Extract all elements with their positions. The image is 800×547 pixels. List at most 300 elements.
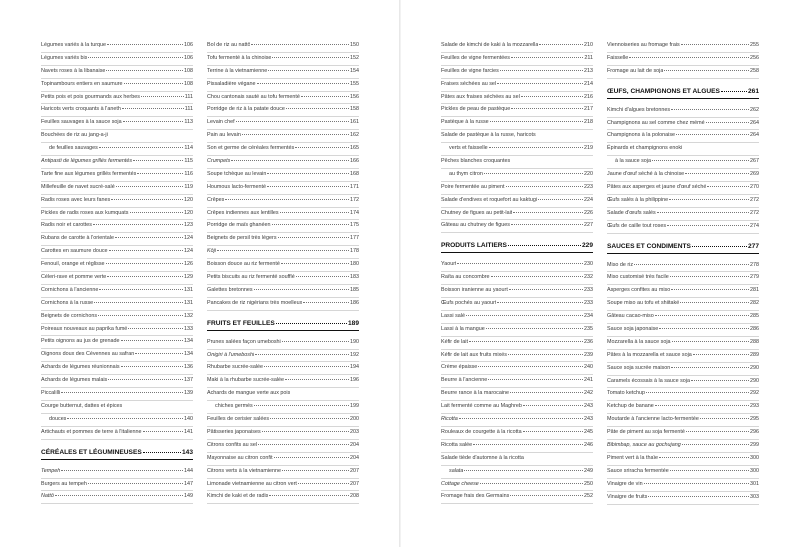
- dot-leader: [225, 199, 349, 200]
- dot-leader: [93, 224, 183, 225]
- toc-entry: [41, 349, 193, 362]
- page-number: 131: [184, 286, 193, 293]
- page-number: 119: [184, 183, 193, 190]
- page-number: 154: [350, 67, 359, 74]
- dot-leader: [510, 495, 583, 496]
- dot-leader: [285, 379, 349, 380]
- entry-title: Tomato ketchup: [607, 390, 646, 397]
- entry-title: SAUCES ET CONDIMENTS: [607, 242, 691, 250]
- dot-leader: [143, 431, 183, 432]
- dot-leader: [268, 70, 349, 71]
- dot-leader: [686, 431, 749, 432]
- page-number: 232: [584, 274, 593, 281]
- toc-entry: [607, 466, 759, 479]
- dot-leader: [655, 315, 749, 316]
- entry-title: Sauce soja sucrée maison: [607, 364, 671, 371]
- toc-entry: [207, 453, 359, 466]
- toc-entry: [441, 104, 593, 117]
- toc-entry: [207, 143, 359, 156]
- entry-title: Maki à la rhubarbe sucrée-salée: [207, 377, 285, 384]
- toc-entry: [607, 169, 759, 182]
- toc-entry: [441, 130, 593, 143]
- entry-title: Tarte fine aux légumes grillés fermentés: [41, 170, 137, 177]
- dot-leader: [629, 57, 749, 58]
- toc-entry: [441, 350, 593, 363]
- dot-leader: [634, 264, 749, 265]
- dot-leader: [122, 108, 184, 109]
- entry-title: Légumes variés bis: [41, 54, 88, 61]
- toc-entry: [607, 350, 759, 363]
- entry-title: de feuilles sauvages: [49, 145, 98, 152]
- dot-leader: [707, 186, 749, 187]
- dot-leader: [464, 470, 583, 471]
- dot-leader: [231, 160, 349, 161]
- toc-entry: [441, 414, 593, 427]
- dot-leader: [513, 212, 583, 213]
- toc-entry: [441, 401, 593, 414]
- dot-leader: [671, 367, 749, 368]
- page-number: 255: [750, 42, 759, 48]
- dot-leader: [469, 341, 583, 342]
- toc-entry: [207, 220, 359, 233]
- entry-title: Caramels écossais à la sauce soja: [607, 377, 690, 384]
- entry-title: Ketchup de banane: [607, 403, 654, 410]
- dot-leader: [706, 122, 749, 123]
- entry-title: Achards de légumes malais: [41, 377, 108, 384]
- page-number: 219: [584, 145, 593, 152]
- toc-entry-continuation: [441, 466, 593, 479]
- page-number: 234: [584, 312, 593, 319]
- toc-entry: [441, 440, 593, 453]
- toc-entry: [41, 66, 193, 79]
- entry-title: Salade de pastèque à la russe, haricots: [441, 132, 536, 139]
- dot-leader: [497, 302, 583, 303]
- entry-title: Oignons doux des Cévennes au safran: [41, 351, 135, 358]
- page-number: 290: [750, 364, 759, 371]
- toc-entry: [441, 427, 593, 440]
- page-number: 281: [750, 287, 759, 294]
- entry-title: Soupe tchèque au levain: [207, 170, 267, 177]
- entry-title: Porridge de maïs ghanéen: [207, 222, 271, 229]
- dot-leader: [655, 405, 749, 406]
- dot-leader: [121, 366, 183, 367]
- toc-entry: [441, 53, 593, 66]
- page-number: 303: [750, 493, 759, 500]
- page-number: 278: [750, 261, 759, 268]
- page-number: 152: [350, 54, 359, 61]
- page-number: 115: [184, 158, 193, 165]
- entry-title: Onigiri à l'umeboshi: [207, 351, 255, 358]
- toc-entry: [41, 169, 193, 182]
- dot-leader: [664, 70, 749, 71]
- toc-entry: [41, 208, 193, 221]
- entry-title: chiches germés: [215, 403, 253, 410]
- dot-leader: [459, 418, 583, 419]
- dot-leader: [473, 444, 583, 445]
- page-number: 269: [750, 171, 759, 178]
- entry-title: Kōji: [207, 248, 216, 255]
- toc-entry: [607, 376, 759, 389]
- toc-entry: [441, 298, 593, 311]
- entry-title: Citrons confits au sel: [207, 441, 258, 448]
- entry-title: Raïta au concombre: [441, 274, 490, 281]
- entry-title: ŒUFS, CHAMPIGNONS ET ALGUES: [607, 87, 720, 95]
- entry-title: Mozzarella à la sauce soja: [607, 338, 671, 345]
- entry-title: Pastèque à la russe: [441, 119, 489, 126]
- toc-entry: [607, 324, 759, 337]
- entry-title: Lait fermenté comme au Maghreb: [441, 403, 522, 410]
- entry-title: Salade de kimchi de kaki à la mozzarella: [441, 42, 539, 48]
- page-number: 156: [350, 93, 359, 100]
- toc-entry: [207, 491, 359, 504]
- entry-title: Pissaladière végane: [207, 80, 256, 87]
- dot-leader: [107, 276, 183, 277]
- page-number: 288: [750, 338, 759, 345]
- page-number: 174: [350, 209, 359, 216]
- page-number: 139: [184, 390, 193, 397]
- page-number: 213: [584, 67, 593, 74]
- dot-leader: [67, 418, 183, 419]
- page-number: 277: [747, 242, 759, 250]
- entry-title: Haricots verts croquants à l'aneth: [41, 106, 121, 113]
- dot-leader: [135, 353, 183, 354]
- toc-entry: [607, 401, 759, 414]
- entry-title: au thym citron: [449, 170, 483, 177]
- toc-entry: [607, 118, 759, 131]
- toc-entry: [41, 79, 193, 92]
- dot-leader: [693, 354, 749, 355]
- toc-entry: [41, 491, 193, 504]
- dot-leader: [681, 44, 749, 45]
- page-number: 194: [350, 364, 359, 371]
- page-number: 150: [350, 42, 359, 48]
- page-number: 279: [750, 274, 759, 281]
- entry-title: Nattō: [41, 493, 54, 500]
- toc-entry: [41, 401, 193, 414]
- entry-title: Viennoiseries au fromage frais: [607, 42, 680, 48]
- dot-leader: [700, 418, 749, 419]
- page-number: 236: [584, 338, 593, 345]
- entry-title: Pancakes de riz nigérians très moelleux: [207, 299, 303, 306]
- entry-title: Crêpes indiennes aux lentilles: [207, 209, 279, 216]
- entry-title: Porridge de riz à la patate douce: [207, 106, 285, 113]
- toc-entry: [41, 117, 193, 130]
- page-number: 111: [184, 106, 193, 113]
- dot-leader: [508, 354, 583, 355]
- toc-entry: [607, 195, 759, 208]
- entry-title: Feuilles sauvages à la sauce soja: [41, 119, 122, 126]
- entry-title: Radis roses avec leurs fanes: [41, 196, 111, 203]
- toc-entry: [41, 40, 193, 53]
- toc-entry: [441, 79, 593, 92]
- dot-leader: [99, 289, 183, 290]
- toc-entry: [607, 105, 759, 118]
- entry-title: Pâtes à la mozzarella et sauce soja: [607, 351, 692, 358]
- entry-title: Boisson iranienne au yaourt: [441, 287, 508, 294]
- dot-leader: [538, 199, 583, 200]
- toc-entry: [441, 362, 593, 375]
- entry-title: Lassi salé: [441, 312, 465, 319]
- entry-title: Crème épaisse: [441, 364, 478, 371]
- page-number: 129: [184, 274, 193, 281]
- page-number: 272: [750, 209, 759, 216]
- dot-leader: [264, 366, 349, 367]
- section-heading: [41, 447, 193, 460]
- dot-leader: [510, 392, 583, 393]
- dot-leader: [107, 44, 183, 45]
- dot-leader: [509, 289, 583, 290]
- dot-leader: [298, 483, 349, 484]
- entry-title: Pâte de piment au soja fermenté: [607, 429, 685, 436]
- toc-entry: [607, 363, 759, 376]
- entry-title: Chutney de figues au petit-lait: [441, 209, 513, 216]
- page-number: 204: [350, 454, 359, 461]
- dot-leader: [480, 483, 583, 484]
- page-number: 220: [584, 170, 593, 177]
- entry-title: Prunes salées façon umeboshi: [207, 338, 281, 345]
- entry-title: Crumpets: [207, 158, 231, 165]
- page-number: 290: [750, 377, 759, 384]
- toc-entry: [207, 117, 359, 130]
- dot-leader: [251, 44, 349, 45]
- entry-title: Piment vert à la thaïe: [607, 454, 658, 461]
- toc-entry: [441, 453, 593, 466]
- toc-entry: [207, 466, 359, 479]
- dot-leader: [669, 199, 749, 200]
- page-number: 217: [584, 106, 593, 113]
- dot-leader: [652, 160, 749, 161]
- page-number: 114: [184, 145, 193, 152]
- entry-title: Houmous lacto-fermenté: [207, 183, 267, 190]
- entry-title: verts et faisselle: [449, 145, 488, 152]
- page-number: 126: [184, 261, 193, 268]
- dot-leader: [670, 470, 749, 471]
- entry-title: Légumes variés à la turque: [41, 42, 107, 48]
- toc-entry: [441, 117, 593, 130]
- entry-title: Kéfir de lait aux fruits mixés: [441, 351, 507, 358]
- dot-leader: [272, 224, 349, 225]
- entry-title: Burgers au tempeh: [41, 480, 87, 487]
- page-number: 124: [184, 235, 193, 242]
- dot-leader: [61, 392, 183, 393]
- toc-entry: [41, 324, 193, 337]
- toc-entry: [207, 427, 359, 440]
- toc-entry: [441, 272, 593, 285]
- toc-entry: [441, 220, 593, 233]
- entry-title: Pâtisseries japonaises: [207, 428, 261, 435]
- toc-entry: [607, 414, 759, 427]
- toc-entry: [41, 362, 193, 375]
- entry-title: Petits pois et pois gourmands aux herbes: [41, 93, 140, 100]
- toc-entry: [607, 182, 759, 195]
- dot-leader: [506, 186, 583, 187]
- page-number: 108: [184, 67, 193, 74]
- toc-entry: [607, 440, 759, 453]
- toc-entry: [441, 156, 593, 169]
- toc-entry: [207, 246, 359, 259]
- dot-leader: [303, 302, 349, 303]
- entry-title: Petits biscuits au riz fermenté soufflé: [207, 274, 295, 281]
- toc-entry: [41, 104, 193, 117]
- toc-entry: [41, 195, 193, 208]
- page-number: 208: [350, 493, 359, 500]
- dot-leader: [644, 483, 749, 484]
- toc-entry: [607, 208, 759, 221]
- entry-title: Rouleaux de courgette à la ricotta: [441, 428, 522, 435]
- entry-title: Champignons au sel comme chez mémé: [607, 119, 705, 126]
- page-number: 223: [584, 183, 593, 190]
- page-number: 233: [584, 300, 593, 307]
- toc-entry: [41, 130, 193, 143]
- entry-title: à la sauce soja: [615, 158, 651, 165]
- toc-entry: [607, 311, 759, 324]
- dot-leader: [108, 379, 183, 380]
- dot-leader: [490, 121, 583, 122]
- dot-leader: [254, 289, 349, 290]
- entry-title: Rubans de carotte à l'orientale: [41, 235, 114, 242]
- dot-leader: [671, 289, 749, 290]
- page-number: 226: [584, 209, 593, 216]
- page-number: 299: [750, 442, 759, 449]
- page-number: 199: [350, 403, 359, 410]
- toc-entry: [41, 311, 193, 324]
- page-number: 158: [350, 106, 359, 113]
- page-number: 229: [581, 242, 593, 250]
- entry-title: Lassi à la mangue: [441, 325, 485, 332]
- entry-title: Jaune d'œuf séché à la chinoise: [607, 171, 685, 178]
- dot-leader: [508, 245, 581, 246]
- page-number: 204: [350, 441, 359, 448]
- entry-title: salata: [449, 467, 464, 474]
- toc-entry: [607, 66, 759, 79]
- page-number: 267: [750, 158, 759, 165]
- toc-entry: [207, 440, 359, 453]
- page-number: 168: [350, 170, 359, 177]
- toc-entry: [41, 259, 193, 272]
- page-number: 293: [750, 403, 759, 410]
- entry-title: Rhubarbe sucrée-salée: [207, 364, 264, 371]
- toc-entry: [207, 104, 359, 117]
- page-number: 235: [584, 325, 593, 332]
- section-heading: [441, 240, 593, 253]
- toc-entry: [441, 375, 593, 388]
- entry-title: Gâteau cacao-miso: [607, 313, 654, 320]
- page-number: 207: [350, 467, 359, 474]
- entry-title: Courge butternut, dattes et épices: [41, 402, 123, 409]
- toc-entry: [207, 388, 359, 401]
- page-number: 106: [184, 42, 193, 48]
- entry-title: Pâtes aux asperges et jaune d'œuf séché: [607, 184, 707, 191]
- toc-entry: [207, 285, 359, 298]
- dot-leader: [278, 237, 349, 238]
- toc-entry: [207, 195, 359, 208]
- dot-leader: [270, 418, 349, 419]
- dot-leader: [254, 405, 349, 406]
- entry-title: Terrine à la vietnamienne: [207, 67, 268, 74]
- entry-title: Achards de légumes réunionnais: [41, 364, 120, 371]
- toc-entry: [607, 453, 759, 466]
- dot-leader: [488, 379, 583, 380]
- dot-leader: [255, 354, 349, 355]
- toc-entry: [207, 350, 359, 363]
- page-number: 211: [584, 54, 593, 61]
- page-number: 289: [750, 351, 759, 358]
- dot-leader: [94, 302, 183, 303]
- toc-entry: [207, 79, 359, 92]
- dot-leader: [99, 147, 184, 148]
- page-number: 106: [184, 54, 193, 61]
- entry-title: Pâtes aux fraises séchées au sel: [441, 93, 520, 100]
- toc-entry: [41, 92, 193, 105]
- dot-leader: [676, 134, 749, 135]
- toc-entry: [207, 40, 359, 53]
- entry-title: Petits oignons au jus de grenade: [41, 338, 120, 345]
- entry-title: Kéfir de lait: [441, 338, 468, 345]
- page-number: 227: [584, 222, 593, 229]
- page-number: 274: [750, 222, 759, 229]
- entry-title: Yaourt: [441, 261, 457, 268]
- dot-leader: [301, 96, 349, 97]
- dot-leader: [500, 70, 583, 71]
- toc-entry: [441, 92, 593, 105]
- entry-title: Bouchées de riz au jang-a-ji: [41, 132, 108, 139]
- dot-leader: [272, 57, 349, 58]
- entry-title: Vinaigre de fruits: [607, 493, 648, 500]
- entry-title: Gâteau au chutney de figues: [441, 222, 510, 229]
- entry-title: FRUITS ET FEUILLES: [207, 319, 275, 327]
- page-number: 258: [750, 67, 759, 74]
- page-number: 155: [350, 80, 359, 87]
- toc-entry: [41, 272, 193, 285]
- toc-entry: [607, 272, 759, 285]
- dot-leader: [511, 224, 583, 225]
- page-number: 144: [184, 467, 193, 474]
- toc-entry: [607, 285, 759, 298]
- toc-entry: [207, 92, 359, 105]
- dot-leader: [296, 276, 349, 277]
- entry-title: Soupe miso au tofu et shiitaké: [607, 300, 680, 307]
- page-number: 243: [584, 403, 593, 410]
- entry-title: Kimchi d'algues bretonnes: [607, 106, 671, 113]
- dot-leader: [659, 328, 749, 329]
- dot-leader: [667, 225, 749, 226]
- page-number: 300: [750, 467, 759, 474]
- page-number: 178: [350, 248, 359, 255]
- page-number: 200: [350, 416, 359, 423]
- toc-entry: [441, 337, 593, 350]
- page-number: 172: [350, 196, 359, 203]
- dot-leader: [478, 366, 583, 367]
- entry-title: Fenouil, orange et réglisse: [41, 261, 105, 268]
- entry-title: Champignons à la polonaise: [607, 132, 676, 139]
- entry-title: Son et germe de céréales fermentés: [207, 145, 295, 152]
- page-number: 133: [184, 325, 193, 332]
- entry-title: Boisson douce au riz fermenté: [207, 261, 280, 268]
- page-number: 301: [750, 480, 759, 487]
- toc-entry: [41, 285, 193, 298]
- dot-leader: [523, 431, 583, 432]
- entry-title: Artichauts et pommes de terre à l'italienne: [41, 428, 142, 435]
- page-number: 207: [350, 480, 359, 487]
- page-number: 186: [350, 299, 359, 306]
- entry-title: Bibimbap, sauce au gochujang: [607, 442, 681, 449]
- entry-title: Pain au levain: [207, 132, 241, 139]
- entry-title: Salade d'œufs salés: [607, 209, 656, 216]
- page-number: 264: [750, 119, 759, 126]
- entry-title: Beignets de cornichons: [41, 312, 98, 319]
- page-number: 134: [184, 338, 193, 345]
- toc-entry: [441, 195, 593, 208]
